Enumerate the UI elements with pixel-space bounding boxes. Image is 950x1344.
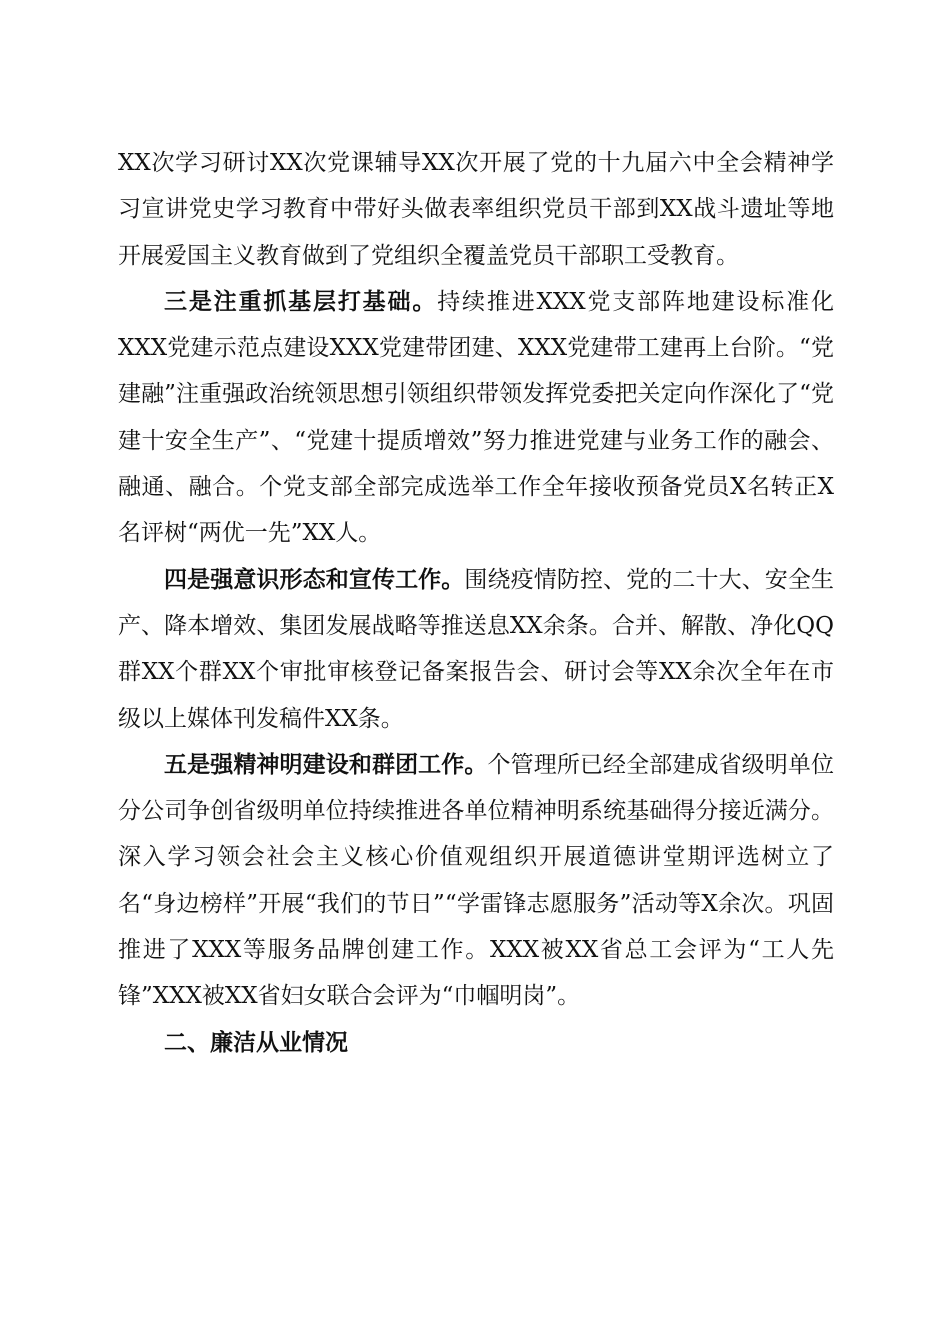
- paragraph-lead: 五是强精神明建设和群团工作。: [164, 751, 488, 778]
- paragraph-text: 个管理所已经全部建成省级明单位分公司争创省级明单位持续推进各单位精神明系统基础得分接近满分。深入学习领会社会主义核心价值观组织开展道德讲堂期评选树立了名“身边榜样”开展“我们的节日”“学雷锋志愿服务”活动等X余次。巩固推进了XXX等服务品牌创建工作。XXX被XX省总工会评为“工人先锋”XXX被XX省妇女联合会评为“巾帼明岗”。: [118, 751, 835, 1010]
- paragraph-grassroots: [118, 279, 834, 557]
- paragraph-study-activities: [118, 140, 834, 279]
- paragraph-civilization-groups: [118, 742, 834, 1020]
- document-body: [118, 140, 834, 1066]
- paragraph-text: 围绕疫情防控、党的二十大、安全生产、降本增效、集团发展战略等推送息XX余条。合并、解散、净化QQ群XX个群XX个审批审核登记备案报告会、研讨会等XX余次全年在市级以上媒体刊发稿件XX条。: [118, 566, 835, 732]
- paragraph-text: 持续推进XXX党支部阵地建设标准化XXX党建示范点建设XXX党建带团建、XXX党建带工建再上台阶。“党建融”注重强政治统领思想引领组织带领发挥党委把关定向作深化了“党建十安全生产”、“党建十提质增效”努力推进党建与业务工作的融会、融通、融合。个党支部全部完成选举工作全年接收预备党员X名转正X名评树“两优一先”XX人。: [118, 288, 834, 547]
- paragraph-lead: 四是强意识形态和宣传工作。: [164, 566, 465, 593]
- paragraph-text: XX次学习研讨XX次党课辅导XX次开展了党的十九届六中全会精神学习宣讲党史学习教育中带好头做表率组织党员干部到XX战斗遗址等地开展爱国主义教育做到了党组织全覆盖党员干部职工受教育。: [118, 150, 834, 269]
- section-heading: 二、廉洁从业情况: [164, 1029, 348, 1056]
- paragraph-ideology-publicity: [118, 557, 834, 742]
- paragraph-lead: 三是注重抓基层打基础。: [164, 288, 438, 315]
